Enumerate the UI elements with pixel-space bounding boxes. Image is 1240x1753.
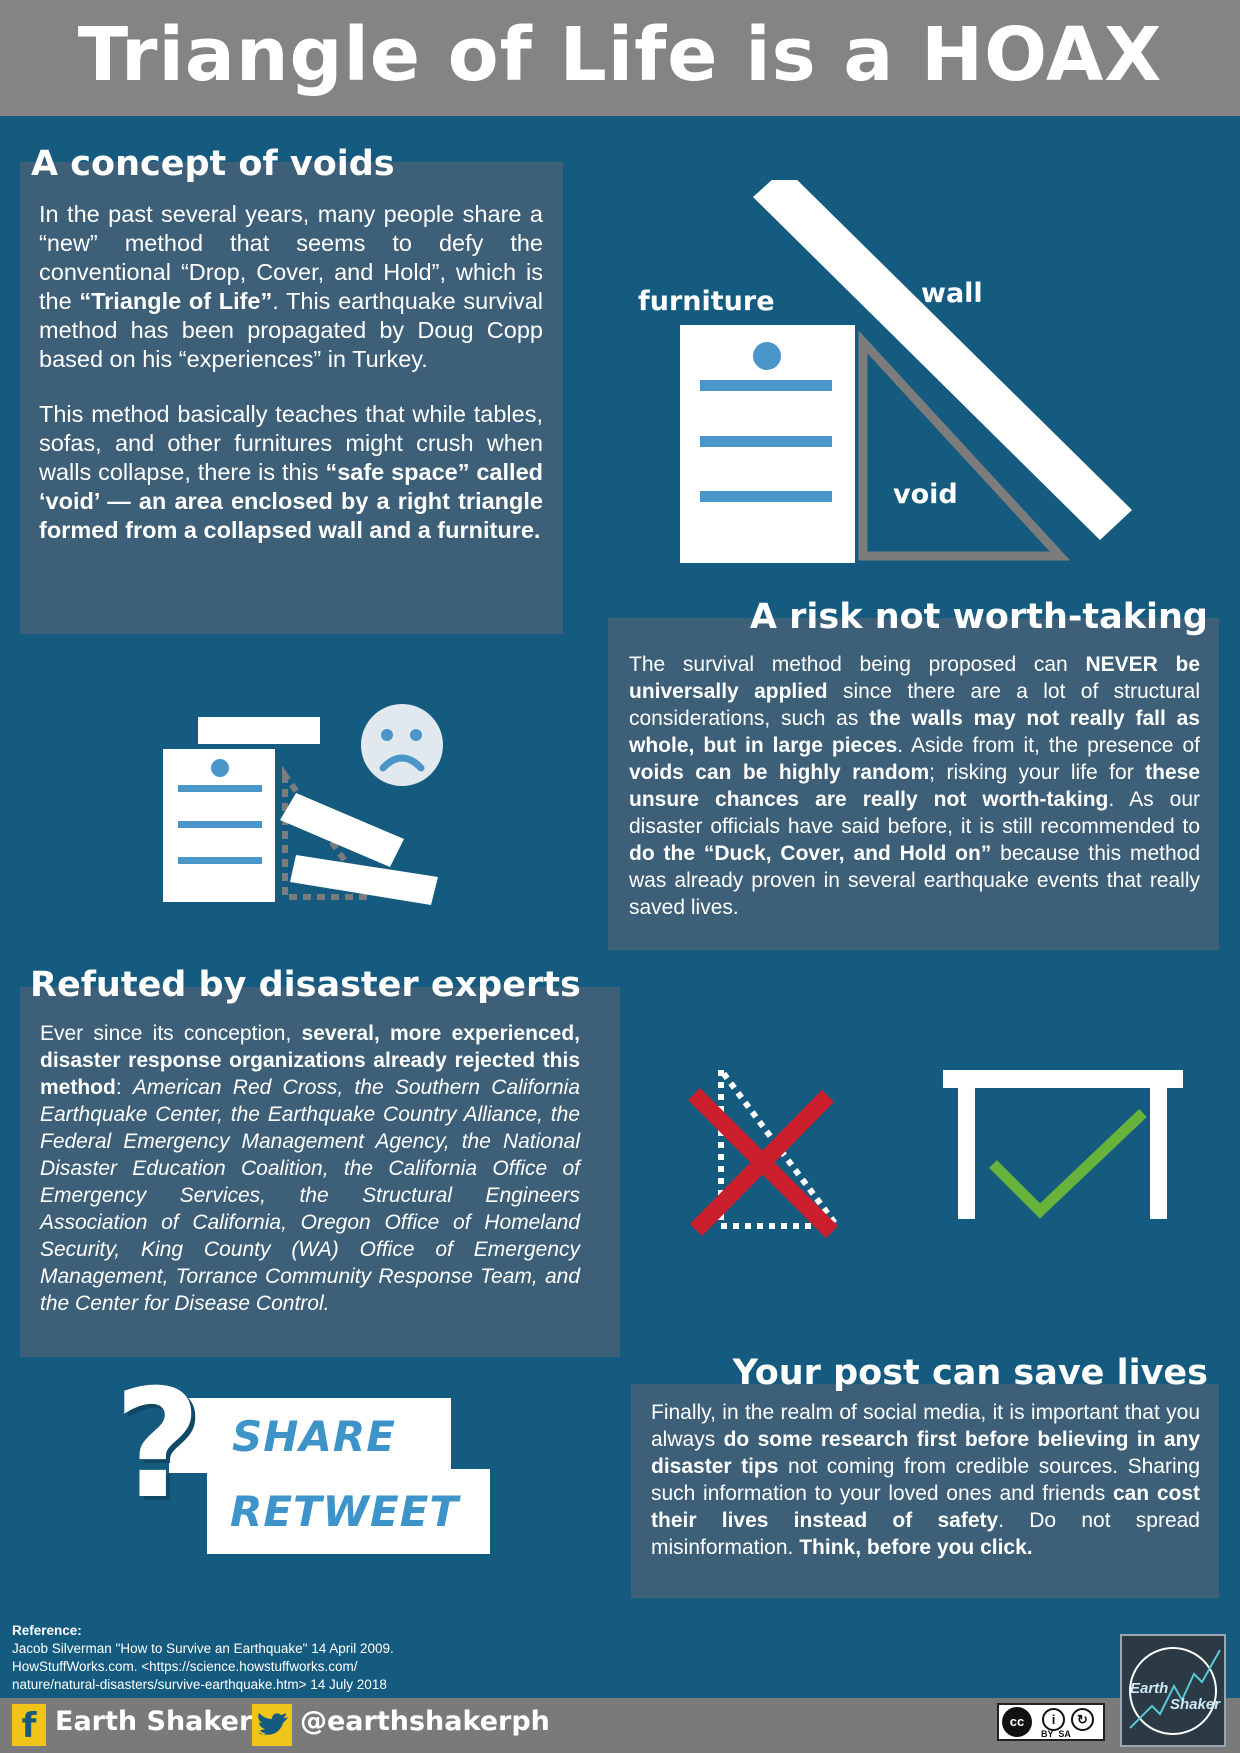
facebook-page-name[interactable]: Earth Shaker [55,1706,253,1737]
facebook-icon[interactable]: f [12,1704,46,1746]
wrong-vs-right-illustration [680,1060,1200,1240]
table-check-icon [943,1070,1183,1219]
twitter-icon[interactable] [252,1704,292,1746]
reference-block [12,1622,394,1694]
reference-line: HowStuffWorks.com. <https://science.howstuffworks.com/ [12,1659,358,1674]
reference-label: Reference: [12,1623,82,1638]
earth-shaker-logo [1120,1634,1226,1747]
void-label: void [893,479,958,510]
furniture-knob-icon [753,342,781,370]
reference-line: nature/natural-disasters/survive-earthquake.htm> 14 July 2018 [12,1677,387,1692]
voids-text: In the past several years, many people share a “new” method that seems to defy the conventional “Drop, Cover, and Hold”, which is the “Triangle of Life”. This earthquake survival method has been propagated by Doug Copp based on his “experiences” in Turkey. This method basically teaches that while tables, sofas, and other furnitures might crush when walls collapse, there is this “safe space” called ‘void’ — an area enclosed by a right triangle formed from a collapsed wall and a furniture. [39,201,543,543]
share-text: SHARE [232,1412,396,1461]
logo-text-earth: Earth [1130,1680,1169,1697]
triangle-of-life-diagram [600,180,1140,580]
cc-license-badge [997,1703,1105,1741]
logo-text-shaker: Shaker [1170,1696,1221,1713]
post-text: Finally, in the realm of social media, it is important that you always do some research first before believing in any disaster tips not coming from credible sources. Sharing such information to your loved ones and friends can cost their lives instead of safety. Do not spread misinformation. Think, before you click. [651,1401,1201,1559]
collapsed-wall-illustration [150,700,460,915]
voids-heading: A concept of voids [31,144,395,184]
page-title: Triangle of Life is a HOAX [77,12,1163,98]
post-heading: Your post can save lives [732,1353,1208,1393]
sad-face-icon [361,704,443,786]
risk-heading: A risk not worth-taking [749,597,1208,637]
wrong-triangle-x-icon [694,1070,837,1232]
retweet-text: RETWEET [230,1487,460,1536]
wall-label: wall [921,278,983,309]
question-mark-icon: ? [114,1358,202,1532]
twitter-handle[interactable]: @earthshakerph [300,1706,550,1737]
share-retweet-graphic [112,1358,492,1560]
by-icon: i [1042,1708,1065,1731]
license-text: BY SA [1041,1729,1071,1739]
refuted-text: Ever since its conception, several, more experienced, disaster response organizations already rejected this method: American Red Cross, the Southern California Earthquake Center, the Earthquake Country Alliance, the Federal Emergency Management Agency, the National Disaster Education Coalition, the California Office of Emergency Services, the Structural Engineers Association of California, Oregon Office of Homeland Security, King County (WA) Office of Emergency Management, Torrance Community Response Team, and the Center for Disease Control. [40,1022,580,1315]
reference-line: Jacob Silverman "How to Survive an Earthquake" 14 April 2009. [12,1641,394,1656]
refuted-heading: Refuted by disaster experts [30,965,581,1005]
furniture-label: furniture [638,286,775,317]
sa-icon: ↻ [1071,1708,1094,1731]
risk-text: The survival method being proposed can NEVER be universally applied since there are a lot of structural considerations, such as the walls may not really fall as whole, but in large pieces. Aside from it, the presence of voids can be highly random; risking your life for these unsure chances are really not worth-taking. As our disaster officials have said before, it is still recommended to do the “Duck, Cover, and Hold on” because this method was already proven in several earthquake events that really saved lives. [629,653,1201,919]
cc-icon: cc [1002,1707,1032,1737]
